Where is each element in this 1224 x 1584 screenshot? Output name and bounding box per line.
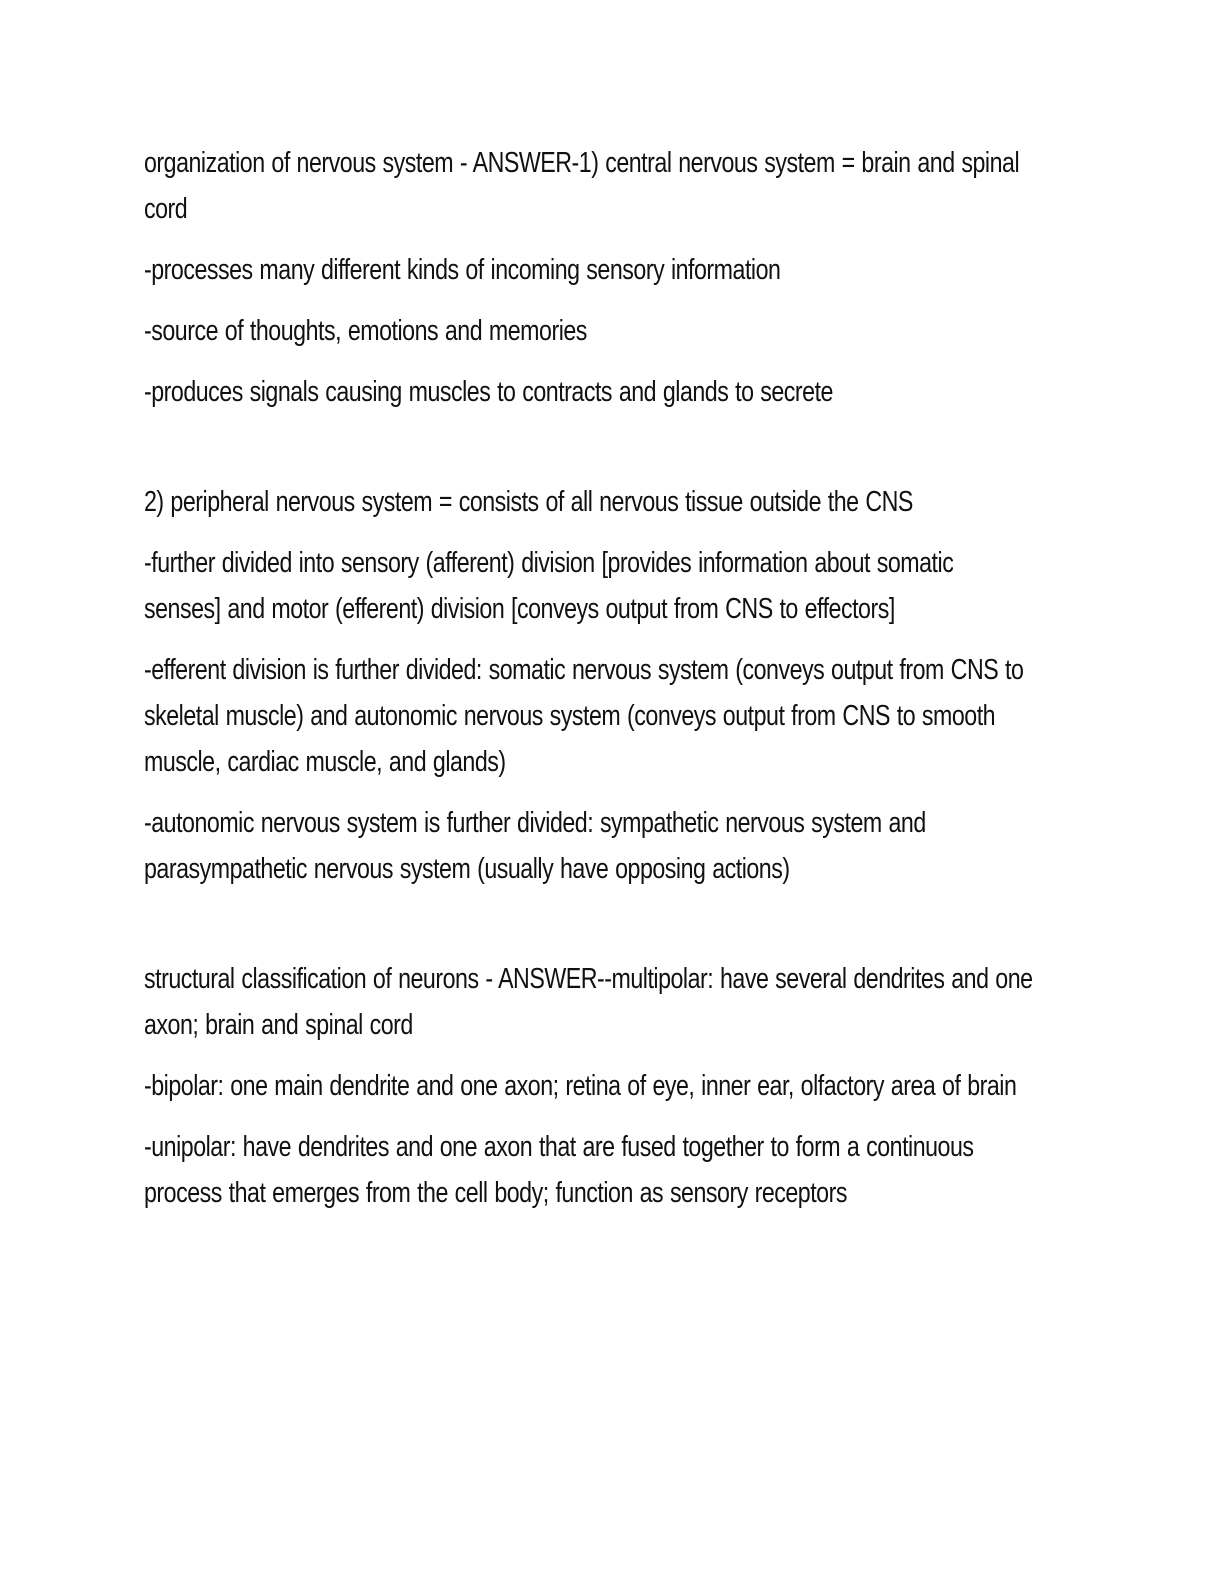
- paragraph: -bipolar: one main dendrite and one axon; retina of eye, inner ear, olfactory area of brain: [144, 1070, 1017, 1102]
- section-nervous-system-organization: [144, 140, 1088, 415]
- paragraph: structural classification of neurons - ANSWER--multipolar: have several dendrites and one axon; brain and spinal cord: [144, 963, 1033, 1041]
- section-spacer: [144, 430, 1088, 479]
- paragraph: -unipolar: have dendrites and one axon that are fused together to form a continuous process that emerges from the cell body; function as sensory receptors: [144, 1131, 974, 1209]
- paragraph: organization of nervous system - ANSWER-1) central nervous system = brain and spinal cord: [144, 147, 1020, 225]
- section-spacer: [144, 907, 1088, 956]
- document-body: [144, 140, 1088, 1216]
- document-page: [144, 140, 1084, 1231]
- paragraph: -efferent division is further divided: somatic nervous system (conveys output from CNS to skeletal muscle) and autonomic nervous system (conveys output from CNS to smooth muscle, cardiac muscle, and glands): [144, 654, 1024, 778]
- paragraph: -autonomic nervous system is further divided: sympathetic nervous system and parasympathetic nervous system (usually have opposing actions): [144, 807, 926, 885]
- paragraph: -further divided into sensory (afferent) division [provides information about somatic senses] and motor (efferent) division [conveys output from CNS to effectors]: [144, 547, 954, 625]
- paragraph: -processes many different kinds of incoming sensory information: [144, 254, 781, 286]
- section-neuron-classification: [144, 956, 1088, 1216]
- paragraph: 2) peripheral nervous system = consists of all nervous tissue outside the CNS: [144, 486, 913, 518]
- section-peripheral-nervous-system: [144, 479, 1088, 892]
- paragraph: -produces signals causing muscles to contracts and glands to secrete: [144, 376, 833, 408]
- paragraph: -source of thoughts, emotions and memories: [144, 315, 587, 347]
